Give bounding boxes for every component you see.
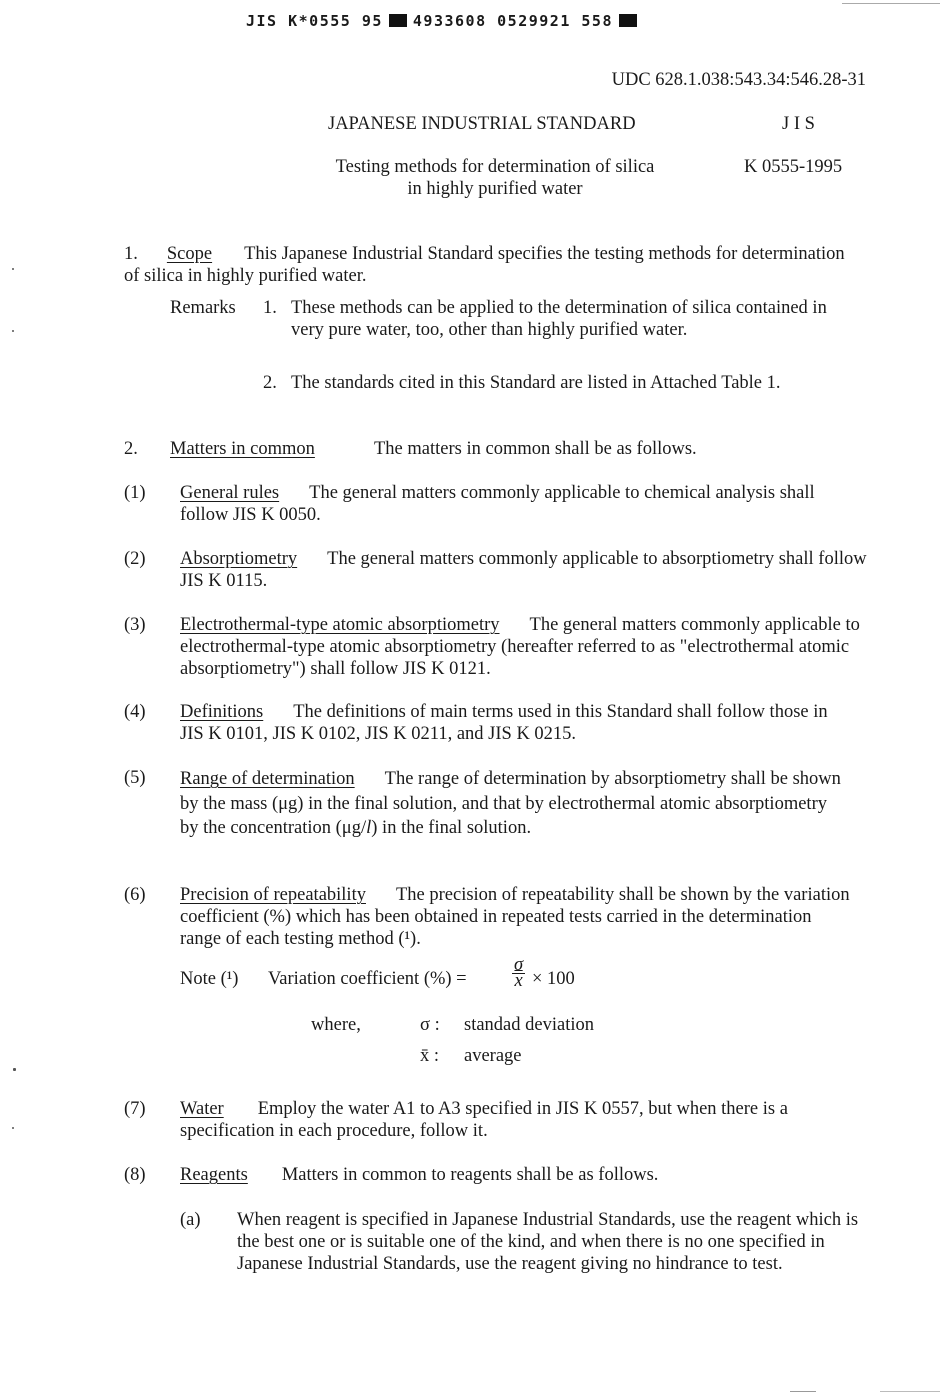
scan-speck: [12, 330, 14, 332]
remarks-label: Remarks: [170, 298, 236, 318]
item-unit-litre: l: [366, 818, 372, 838]
item-heading: Precision of repeatability: [180, 885, 366, 905]
item-number: (6): [124, 885, 146, 905]
section-scope: [124, 243, 860, 287]
formula-label: Variation coefficient (%) =: [268, 969, 467, 989]
code-part-a: JIS K*0555 95: [246, 12, 383, 30]
scan-speck: [12, 268, 14, 270]
scan-speck: [13, 1068, 16, 1071]
scan-edge-line-bottom: [880, 1391, 940, 1392]
definition-text: standad deviation: [464, 1015, 594, 1035]
title-line-1: Testing methods for determination of silica: [335, 157, 655, 177]
item-text: The general matters commonly applicable to chemical analysis shall follow JIS K 0050.: [180, 483, 815, 525]
item-text-end: ) in the final solution.: [371, 818, 532, 838]
item-heading: General rules: [180, 483, 280, 503]
standard-number: K 0555-1995: [744, 157, 843, 177]
scan-edge-line-bottom: [790, 1391, 816, 1392]
remark-text: These methods can be applied to the determination of silica contained in very pure water, too, other than highly purified water.: [291, 298, 827, 340]
item-absorptiometry: [180, 548, 872, 592]
item-number: (4): [124, 702, 146, 722]
redaction-block-2: [619, 14, 637, 27]
section-heading: Matters in common: [170, 439, 315, 459]
item-number: (1): [124, 483, 146, 503]
subitem-number: (a): [180, 1210, 201, 1230]
jis-mark: J I S: [782, 114, 815, 134]
item-heading: Water: [180, 1099, 224, 1119]
item-electrothermal: [180, 614, 870, 680]
item-reagents: [180, 1164, 860, 1186]
redaction-block-1: [389, 14, 407, 27]
symbol-sigma: σ :: [420, 1015, 440, 1035]
fraction-denominator: x: [514, 971, 523, 991]
item-text: The definitions of main terms used in this Standard shall follow those in JIS K 0101, JIS K 0102, JIS K 0211, and JIS K 0215.: [180, 702, 828, 744]
item-definitions: [180, 701, 846, 745]
section-heading: Scope: [166, 244, 213, 264]
item-water: [180, 1098, 846, 1142]
item-heading: Reagents: [180, 1165, 248, 1185]
item-range-of-determination: [180, 767, 846, 841]
where-label: where,: [311, 1015, 361, 1035]
symbol-x-bar: x̄ :: [420, 1046, 440, 1066]
subitem-text: When reagent is specified in Japanese Industrial Standards, use the reagent which is the best one or is suitable one of the kind, and when there is no one specified in Japanese Industrial Standards, use the reagent giving no hindrance to test.: [237, 1210, 859, 1274]
item-heading: Range of determination: [180, 769, 355, 789]
note-label: Note (¹): [180, 969, 239, 989]
remark-number: 2.: [263, 373, 277, 393]
item-heading: Electrothermal-type atomic absorptiometry: [180, 615, 500, 635]
remark-number: 1.: [263, 298, 277, 318]
item-number: (2): [124, 549, 146, 569]
item-text: The precision of repeatability shall be shown by the variation coefficient (%) which has been obtained in repeated tests carried in the determination range of each testing method (¹).: [180, 885, 850, 949]
doc-title: [302, 156, 688, 200]
item-number: (5): [124, 768, 146, 788]
remark-text: The standards cited in this Standard are listed in Attached Table 1.: [291, 373, 781, 393]
section-number: 1.: [124, 244, 138, 264]
item-number: (3): [124, 615, 146, 635]
section-text: This Japanese Industrial Standard specifies the testing methods for determination of silica in highly purified water.: [124, 244, 845, 286]
item-text: The general matters commonly applicable to electrothermal-type atomic absorptiometry (hereafter referred to as "electrothermal atomic absorptiometry") shall follow JIS K 0121.: [180, 615, 860, 679]
definition-text: average: [464, 1046, 522, 1066]
section-number: 2.: [124, 439, 138, 459]
item-heading: Absorptiometry: [180, 549, 298, 569]
item-precision: [180, 884, 852, 950]
fraction: [512, 955, 525, 991]
item-general-rules: [180, 482, 846, 526]
code-part-b: 4933608 0529921 558: [412, 12, 613, 30]
udc-code: UDC 628.1.038:543.34:546.28-31: [611, 70, 866, 90]
item-number: (7): [124, 1099, 146, 1119]
formula-multiplier: × 100: [532, 969, 575, 989]
formula-fraction: [512, 955, 525, 991]
scan-speck: [12, 1127, 14, 1129]
item-text: The general matters commonly applicable to absorptiometry shall follow JIS K 0115.: [180, 549, 867, 591]
item-text: Matters in common to reagents shall be as follows.: [281, 1165, 659, 1185]
fraction-numerator: σ: [514, 955, 524, 975]
header-scan-code: [246, 10, 643, 32]
item-text: Employ the water A1 to A3 specified in JIS K 0557, but when there is a specification in each procedure, follow it.: [180, 1099, 788, 1141]
item-number: (8): [124, 1165, 146, 1185]
standard-org: JAPANESE INDUSTRIAL STANDARD: [328, 114, 636, 134]
section-text: The matters in common shall be as follows.: [374, 439, 697, 459]
item-text: The range of determination by absorptiometry shall be shown by the mass (μg) in the final solution, and that by electrothermal atomic absorptiometry by the concentration (μg/: [180, 769, 841, 838]
scan-edge-line-top: [842, 3, 940, 4]
item-heading: Definitions: [180, 702, 264, 722]
title-line-2: in highly purified water: [407, 179, 583, 199]
